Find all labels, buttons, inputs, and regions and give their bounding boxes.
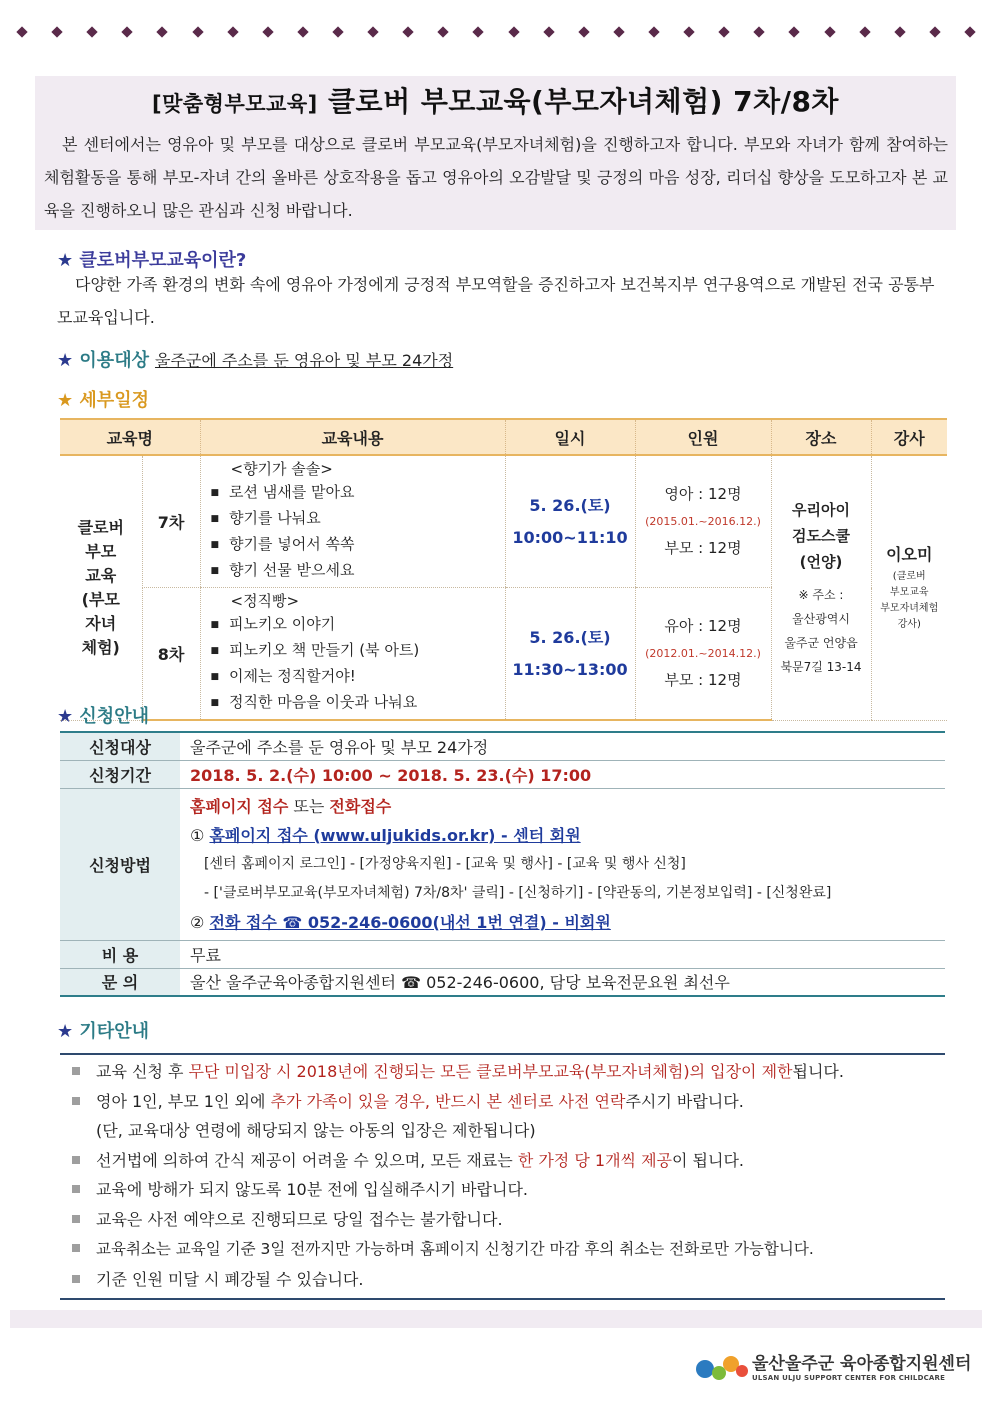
table-row: 신청기간 2018. 5. 2.(수) 10:00 ~ 2018. 5. 23.(수) 17:00 <box>60 760 945 788</box>
list-item: 영아 1인, 부모 1인 외에 추가 가족이 있을 경우, 반드시 본 센터로 사전 연락주시기 바랍니다. <box>60 1087 945 1117</box>
bullet-icon <box>72 1067 80 1075</box>
etc-list <box>60 1053 945 1300</box>
apply-table <box>60 731 945 997</box>
table-row <box>60 455 947 588</box>
bullet-icon <box>72 1097 80 1105</box>
teacher-cell: 이오미 (클로버 부모교육 부모자녀체험 강사) <box>871 455 947 720</box>
table-row: 문 의 울산 울주군육아종합지원센터 ☎ 052-246-0600, 담당 보육전문요원 최선우 <box>60 968 945 996</box>
list-item: 교육은 사전 예약으로 진행되므로 당일 접수는 불가합니다. <box>60 1205 945 1235</box>
bullet-icon <box>72 1275 80 1283</box>
target-text: 울주군에 주소를 둔 영유아 및 부모 24가정 <box>154 351 454 370</box>
decorative-dots <box>0 28 992 44</box>
place-cell: 우리아이 검도스쿨 (언양) ※ 주소 : 울산광역시 울주군 언양읍 북문7길 13-14 <box>771 455 871 720</box>
star-icon: ★ <box>57 390 74 411</box>
session-people: 영아 : 12명 (2015.01.~2016.12.) 부모 : 12명 <box>635 455 771 588</box>
bullet-icon <box>72 1244 80 1252</box>
section-etc: ★ 기타안내 <box>57 1021 149 1042</box>
table-header-row: 교육명 교육내용 일시 인원 장소 강사 <box>60 419 947 455</box>
homepage-link[interactable]: 홈페이지 접수 (www.uljukids.or.kr) - 센터 회원 <box>209 825 581 845</box>
list-item: (단, 교육대상 연령에 해당되지 않는 아동의 입장은 제한됩니다) <box>96 1121 536 1140</box>
apply-method: 홈페이지 접수 또는 전화접수 ① 홈페이지 접수 (www.uljukids.or.kr) - 센터 회원 [센터 홈페이지 로그인] - [가정양육지원] - [교육 및 행사] - [교육 및 행사 신청] - ['클로버부모교육(부모자녀체험) 7차/8차' 클릭] - [신청하기] - [약관동의, 기본정보입력] - [신청완료] ② 전화 접수 ☎ 052-246-0600(내선 1번 연결) - 비회원 <box>180 788 945 940</box>
session-content: <정직빵> ■ 피노키오 이야기 ■ 피노키오 책 만들기 (북 아트) ■ 이제는 정직할거야! ■ 정직한 마음을 이웃과 나눠요 <box>200 588 505 721</box>
footer-bar <box>10 1310 982 1328</box>
bullet-icon <box>72 1185 80 1193</box>
star-icon: ★ <box>57 1021 74 1042</box>
round-label: 7차 <box>142 455 200 588</box>
list-item: 교육 신청 후 무단 미입장 시 2018년에 진행되는 모든 클로버부모교육(부모자녀체험)의 입장이 제한됩니다. <box>60 1057 945 1087</box>
session-datetime: 5. 26.(토) 11:30~13:00 <box>505 588 635 721</box>
section-apply: ★ 신청안내 <box>57 706 149 727</box>
list-item: 교육취소는 교육일 기준 3일 전까지만 가능하며 홈페이지 신청기간 마감 후의 취소는 전화로만 가능합니다. <box>60 1234 945 1265</box>
star-icon: ★ <box>57 350 74 371</box>
session-people: 유아 : 12명 (2012.01.~2014.12.) 부모 : 12명 <box>635 588 771 721</box>
list-item: 선거법에 의하여 간식 제공이 어려울 수 있으며, 모든 재료는 한 가정 당 1개씩 제공이 됩니다. <box>60 1146 945 1176</box>
section-schedule: ★ 세부일정 <box>57 390 149 411</box>
section-target: ★ 이용대상 울주군에 주소를 둔 영유아 및 부모 24가정 <box>57 350 454 371</box>
list-item: 기준 인원 미달 시 폐강될 수 있습니다. <box>60 1265 945 1295</box>
bullet-icon <box>72 1156 80 1164</box>
round-label: 8차 <box>142 588 200 721</box>
session-datetime: 5. 26.(토) 10:00~11:10 <box>505 455 635 588</box>
bullet-icon <box>72 1215 80 1223</box>
list-item: 교육에 방해가 되지 않도록 10분 전에 입실해주시기 바랍니다. <box>60 1175 945 1205</box>
star-icon: ★ <box>57 706 74 727</box>
logo-icon <box>696 1351 752 1385</box>
table-row: 비 용 무료 <box>60 940 945 968</box>
table-row: 신청방법 홈페이지 접수 또는 전화접수 ① 홈페이지 접수 (www.uljukids.or.kr) - 센터 회원 [센터 홈페이지 로그인] - [가정양육지원] - [교육 및 행사] - [교육 및 행사 신청] - ['클로버부모교육(부모자녀체험) 7차/8차' 클릭] - [신청하기] - [약관동의, 기본정보입력] - [신청완료] ② 전화 접수 ☎ 052-246-0600(내선 1번 연결) - 비회원 <box>60 788 945 940</box>
page-title: [맞춤형부모교육] 클로버 부모교육(부모자녀체험) 7차/8차 <box>152 85 839 118</box>
program-name: 클로버 부모 교육 (부모 자녀 체험) <box>60 455 142 720</box>
intro-text: 본 센터에서는 영유아 및 부모를 대상으로 클로버 부모교육(부모자녀체험)을 진행하고자 합니다. 부모와 자녀가 함께 참여하는 체험활동을 통해 부모-자녀 간의 올바른 상호작용을 돕고 영유아의 오감발달 및 긍정의 마음 성장, 리더십 향상을 도모하고자 본 교육을 진행하오니 많은 관심과 신청 바랍니다. <box>44 135 948 220</box>
table-row: 신청대상 울주군에 주소를 둔 영유아 및 부모 24가정 <box>60 732 945 760</box>
phone-link[interactable]: 전화 접수 ☎ 052-246-0600(내선 1번 연결) - 비회원 <box>209 912 611 932</box>
schedule-table <box>60 418 947 721</box>
star-icon: ★ <box>57 250 74 271</box>
center-logo: 울산울주군 육아종합지원센터 ULSAN ULJU SUPPORT CENTER FOR CHILDCARE <box>696 1351 971 1385</box>
section-about: ★ 클로버부모교육이란? <box>57 250 247 271</box>
about-text: 다양한 가족 환경의 변화 속에 영유아 가정에게 긍정적 부모역할을 증진하고자 보건복지부 연구용역으로 개발된 전국 공통부모교육입니다. <box>57 275 935 327</box>
session-content: <향기가 솔솔> ■ 로션 냄새를 맡아요 ■ 향기를 나눠요 ■ 향기를 넣어서 쏙쏙 ■ 향기 선물 받으세요 <box>200 455 505 588</box>
